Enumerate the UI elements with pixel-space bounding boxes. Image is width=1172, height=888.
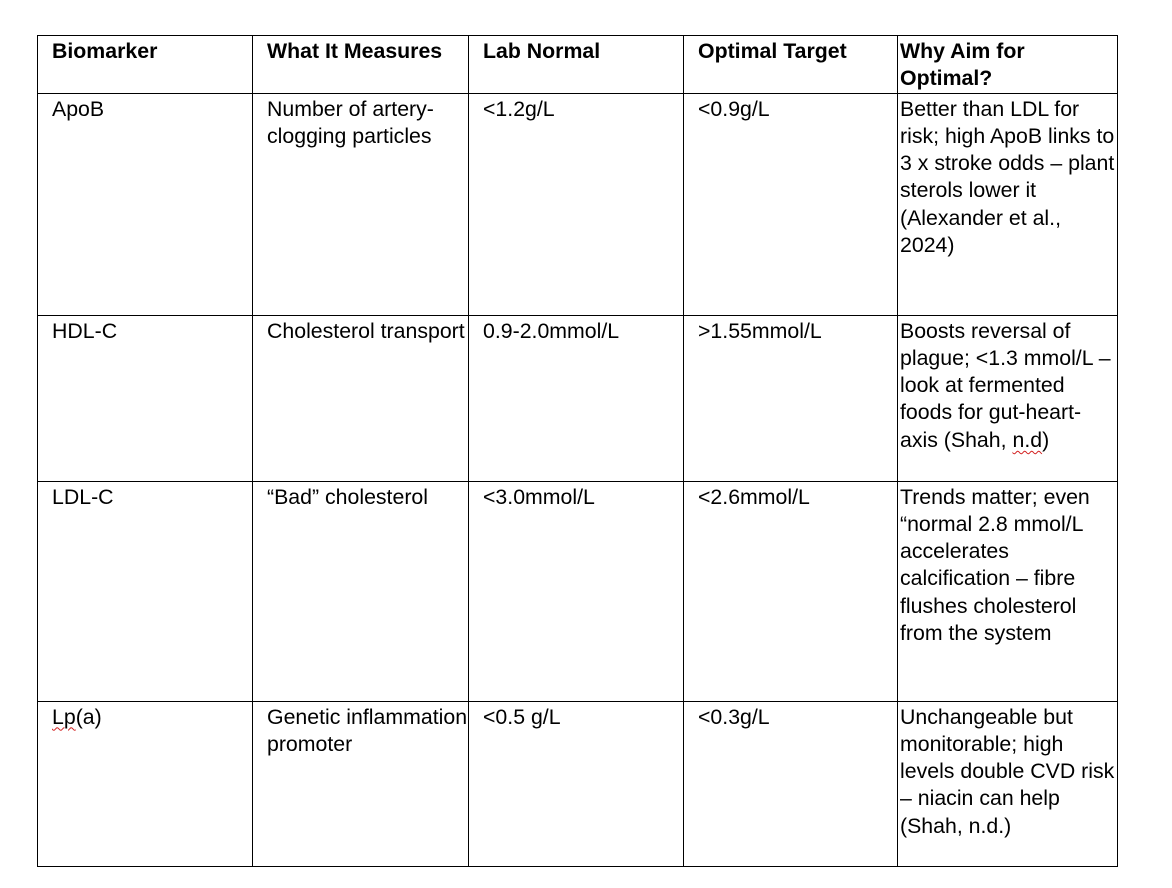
cell-lab-normal: <1.2g/L [469, 93, 684, 315]
spellcheck-flagged-word[interactable]: Lp [52, 704, 76, 729]
cell-optimal-target: <2.6mmol/L [684, 481, 898, 701]
biomarker-text-end: (a) [75, 704, 102, 729]
cell-biomarker [38, 701, 253, 866]
header-optimal-target: Optimal Target [684, 36, 898, 94]
cell-what-it-measures: Genetic inflammation promoter [253, 701, 469, 866]
cell-why-aim-for-optimal [898, 315, 1118, 481]
cell-optimal-target: <0.3g/L [684, 701, 898, 866]
cell-what-it-measures: Cholesterol transport [253, 315, 469, 481]
cell-biomarker: LDL-C [38, 481, 253, 701]
cell-what-it-measures: Number of artery-clogging particles [253, 93, 469, 315]
table-row [38, 701, 1118, 866]
cell-biomarker: ApoB [38, 93, 253, 315]
biomarker-table [37, 35, 1118, 867]
table-row [38, 93, 1118, 315]
cell-why-aim-for-optimal: Trends matter; even “normal 2.8 mmol/L accelerates calcification – fibre flushes cholesterol from the system [898, 481, 1118, 701]
cell-lab-normal: <3.0mmol/L [469, 481, 684, 701]
cell-optimal-target: >1.55mmol/L [684, 315, 898, 481]
table-header-row [38, 36, 1118, 94]
header-lab-normal: Lab Normal [469, 36, 684, 94]
spellcheck-flagged-word[interactable]: n.d [1012, 427, 1043, 452]
cell-lab-normal: <0.5 g/L [469, 701, 684, 866]
table-row [38, 315, 1118, 481]
cell-biomarker: HDL-C [38, 315, 253, 481]
cell-lab-normal: 0.9-2.0mmol/L [469, 315, 684, 481]
table-row [38, 481, 1118, 701]
why-text-start: Boosts reversal of plague; <1.3 mmol/L – look at fermented foods for gut-heart-axis (Shah, [900, 318, 1111, 452]
cell-why-aim-for-optimal: Better than LDL for risk; high ApoB links to 3 x stroke odds – plant sterols lower it (Alexander et al., 2024) [898, 93, 1118, 315]
cell-what-it-measures: “Bad” cholesterol [253, 481, 469, 701]
cell-optimal-target: <0.9g/L [684, 93, 898, 315]
why-text-end: ) [1042, 427, 1050, 452]
cell-why-aim-for-optimal: Unchangeable but monitorable; high levels double CVD risk – niacin can help (Shah, n.d.) [898, 701, 1118, 866]
header-what-it-measures: What It Measures [253, 36, 469, 94]
header-why-aim-for-optimal: Why Aim for Optimal? [898, 36, 1118, 94]
header-biomarker: Biomarker [38, 36, 253, 94]
